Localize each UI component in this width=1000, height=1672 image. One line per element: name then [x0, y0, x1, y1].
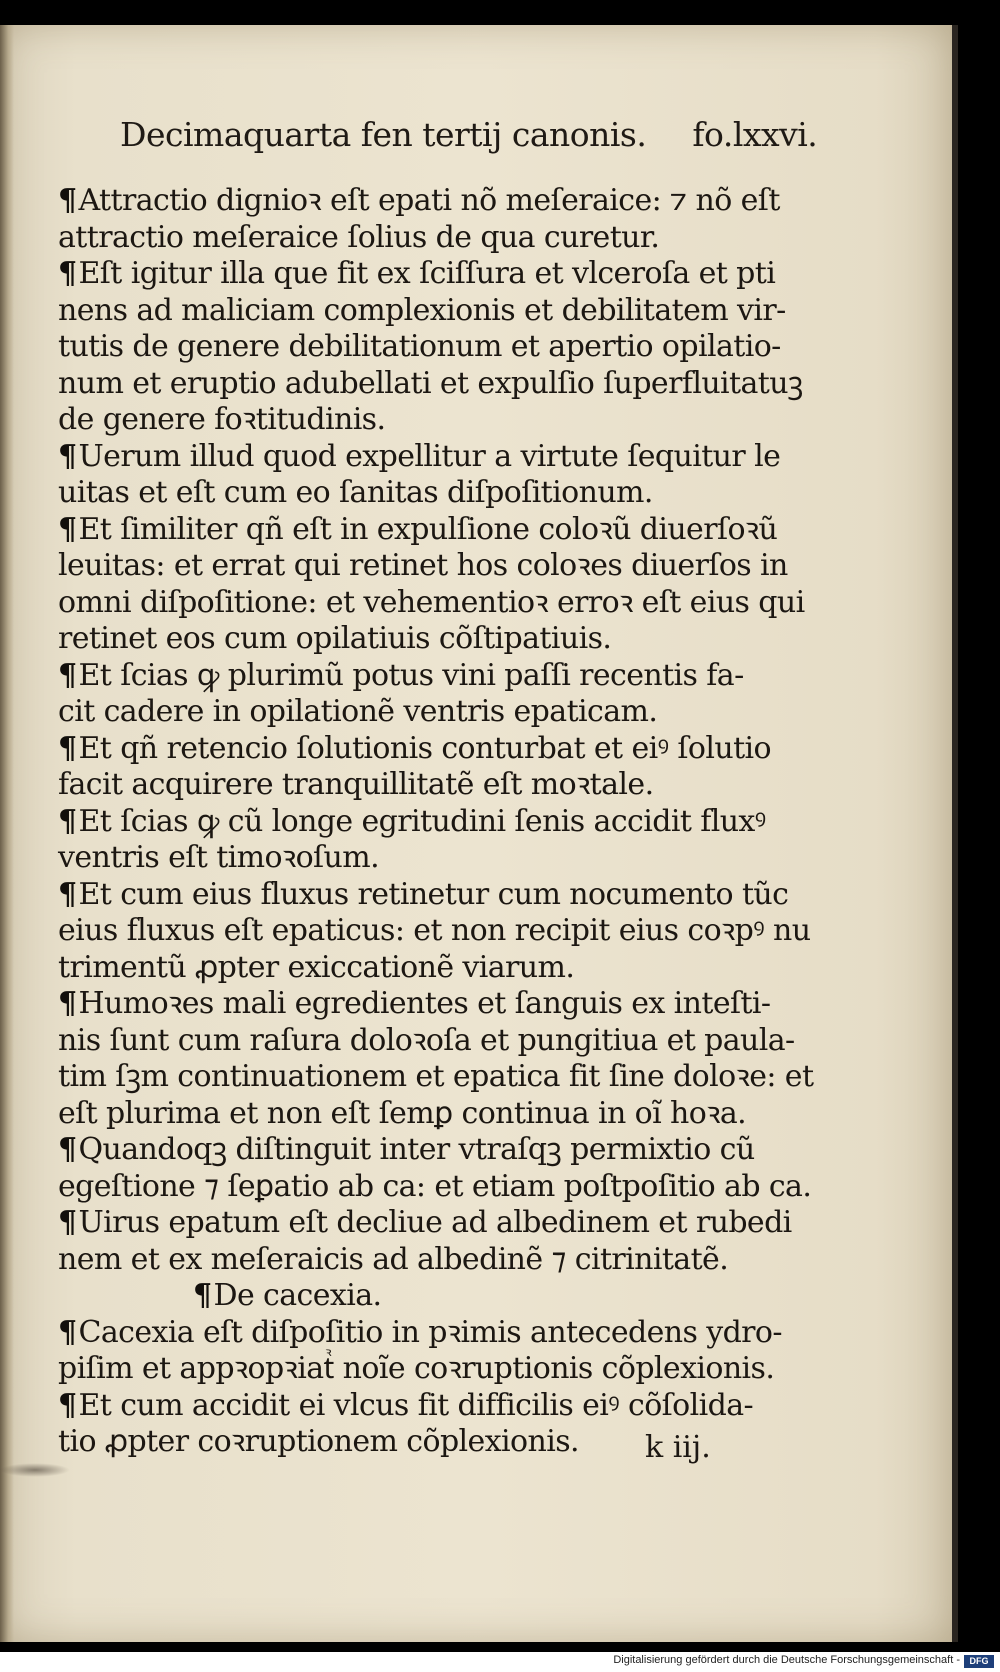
paragraph-mark: ¶ [58, 1205, 77, 1240]
folio-number: fo.lxxvi. [692, 115, 818, 154]
line-text: tutis de genere debilitationum et apertio opilatio- [58, 329, 781, 364]
text-line [58, 731, 828, 768]
line-text: egeſtione ⁊ ſeꝑatio ab ca: et etiam poſtpoſitio ab ca. [58, 1168, 812, 1204]
line-text: tim ſꝫm continuationem et epatica fit ſine doloꝛe: et [58, 1059, 814, 1094]
line-text: Et cum eius fluxus retinetur cum nocumento tũc [78, 876, 789, 912]
line-text: leuitas: et errat qui retinet hos coloꝛes diuerſos in [58, 548, 788, 583]
text-line [58, 913, 828, 950]
text-line [58, 220, 828, 257]
text-line [58, 293, 828, 330]
line-text: trimentũ ꝓpter exiccationẽ viarum. [58, 949, 575, 985]
header-title: Decimaquarta fen tertij canonis. [120, 115, 647, 154]
line-text: cit cadere in opilationẽ ventris epaticam. [58, 694, 658, 729]
line-text: Et qñ retencio ſolutionis conturbat et eiꝰ ſolutio [78, 730, 771, 766]
text-line [58, 1278, 828, 1315]
running-header [120, 115, 820, 154]
page-spine-shadow [0, 25, 14, 1642]
dfg-logo: DFG [964, 1655, 994, 1668]
ink-smudge [0, 1463, 70, 1477]
digitization-credit: Digitalisierung gefördert durch die Deutsche Forschungsgemeinschaft - [613, 1654, 960, 1666]
line-text: ventris eſt timoꝛoſum. [58, 840, 380, 875]
text-line [58, 694, 828, 731]
line-text: eſt plurima et non eſt ſemꝑ continua in oĩ hoꝛa. [58, 1095, 747, 1131]
line-text: nis ſunt cum raſura doloꝛoſa et pungitiua et paula- [58, 1022, 795, 1058]
line-text: Et cum accidit ei vlcus fit difficilis eiꝰ cõſolida- [78, 1387, 754, 1423]
text-line [58, 1242, 828, 1279]
text-line [58, 1169, 828, 1206]
text-line [58, 402, 828, 439]
line-text: Eſt igitur illa que fit ex ſciſſura et vlceroſa et pti [78, 256, 776, 291]
line-text: num et eruptio adubellati et expulſio ſuperfluitatuꝫ [58, 365, 803, 401]
paragraph-mark: ¶ [193, 1278, 212, 1313]
text-line [58, 1132, 828, 1169]
text-line [58, 621, 828, 658]
paragraph-mark: ¶ [58, 511, 77, 547]
text-line [58, 512, 828, 549]
line-text: Et ſimiliter qñ eſt in expulſione coloꝛũ diuerſoꝛũ [78, 511, 778, 547]
line-text: De cacexia. [213, 1278, 382, 1313]
text-line [58, 1059, 828, 1096]
paragraph-mark: ¶ [58, 876, 77, 912]
text-line [58, 183, 828, 220]
paragraph-mark: ¶ [58, 1387, 77, 1423]
text-line [58, 585, 828, 622]
text-line [58, 1096, 828, 1133]
text-line [58, 767, 828, 804]
line-text: uitas et eſt cum eo ſanitas diſpoſitionum. [58, 475, 653, 510]
text-line [58, 1023, 828, 1060]
footer-bar [0, 1652, 1000, 1672]
line-text: Uirus epatum eſt decliue ad albedinem et rubedi [78, 1205, 792, 1240]
text-line [58, 1388, 828, 1425]
text-line [58, 475, 828, 512]
paragraph-mark: ¶ [58, 183, 77, 218]
line-text: Et ſcias ꝙ plurimũ potus vini paſſi recentis fa- [78, 657, 744, 693]
line-text: facit acquirere tranquillitatẽ eſt moꝛtale. [58, 767, 654, 802]
paragraph-mark: ¶ [58, 986, 77, 1021]
text-line [58, 366, 828, 403]
text-line [58, 1351, 828, 1388]
paragraph-mark: ¶ [58, 256, 77, 291]
line-text: Humoꝛes mali egredientes et ſanguis ex inteſti- [78, 986, 771, 1021]
text-line [58, 439, 828, 476]
line-text: tio ꝓpter coꝛruptionem cõplexionis. [58, 1424, 579, 1459]
line-text: piſim et appꝛopꝛiatᷣ noĩe coꝛruptionis cõplexionis. [58, 1351, 775, 1386]
paragraph-mark: ¶ [58, 438, 77, 474]
text-line [58, 1205, 828, 1242]
text-block [58, 183, 828, 1461]
line-text: nem et ex meſeraicis ad albedinẽ ⁊ citrinitatẽ. [58, 1241, 729, 1277]
paragraph-mark: ¶ [58, 1132, 77, 1167]
paragraph-mark: ¶ [58, 730, 77, 766]
signature-mark: k iij. [645, 1430, 711, 1465]
text-line [58, 950, 828, 987]
line-text: nens ad maliciam complexionis et debilitatem vir- [58, 292, 786, 328]
text-line [58, 804, 828, 841]
line-text: eius fluxus eſt epaticus: et non recipit eius coꝛpꝰ nu [58, 913, 811, 948]
paragraph-mark: ¶ [58, 803, 77, 839]
line-text: de genere foꝛtitudinis. [58, 402, 386, 437]
line-text: retinet eos cum opilatiuis cõſtipatiuis. [58, 621, 612, 656]
text-line [58, 1424, 828, 1461]
text-line [58, 658, 828, 695]
line-text: omni diſpoſitione: et vehementioꝛ erroꝛ eſt eius qui [58, 584, 805, 620]
line-text: Attractio dignioꝛ eſt epati nõ meſeraice: ⁊ nõ eſt [78, 183, 780, 218]
text-line [58, 986, 828, 1023]
line-text: Uerum illud quod expellitur a virtute ſequitur le [78, 438, 781, 474]
line-text: Et ſcias ꝙ cũ longe egritudini ſenis accidit fluxꝰ [78, 803, 766, 839]
line-text: Cacexia eſt diſpoſitio in pꝛimis antecedens ydro- [78, 1314, 782, 1350]
text-line [58, 1315, 828, 1352]
page-edge [952, 25, 958, 1642]
paragraph-mark: ¶ [58, 657, 77, 693]
text-line [58, 840, 828, 877]
paragraph-mark: ¶ [58, 1314, 77, 1350]
text-line [58, 256, 828, 293]
text-line [58, 548, 828, 585]
text-line [58, 877, 828, 914]
text-line [58, 329, 828, 366]
book-page [0, 25, 952, 1642]
line-text: Quandoqꝫ diſtinguit inter vtraſqꝫ permixtio cũ [78, 1132, 755, 1167]
line-text: attractio meſeraice ſolius de qua curetur. [58, 219, 660, 255]
